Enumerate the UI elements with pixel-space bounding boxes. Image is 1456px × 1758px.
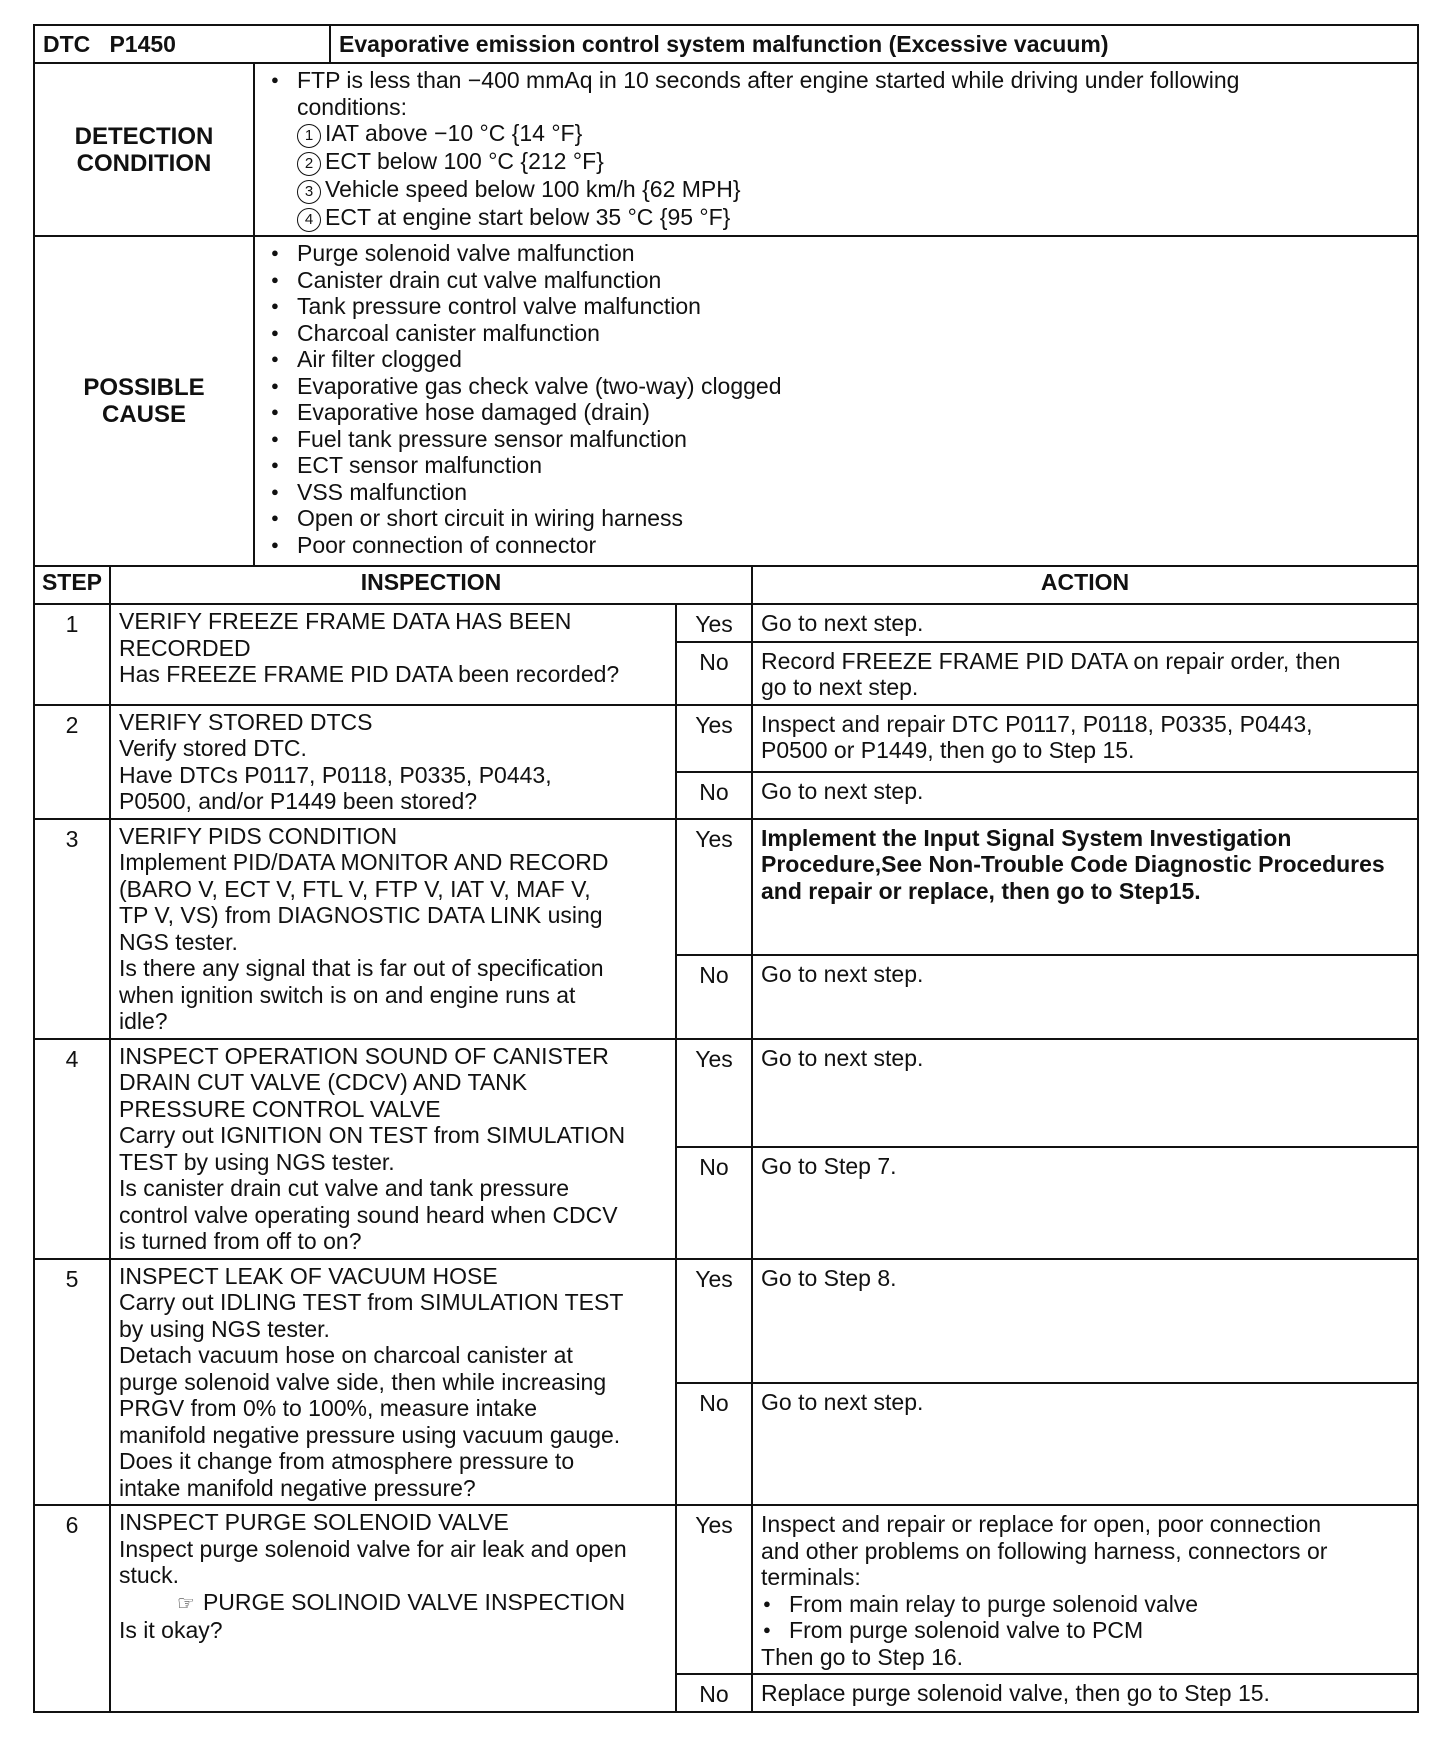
no-action — [752, 1674, 1418, 1712]
inspection-line: TP V, VS) from DIAGNOSTIC DATA LINK using — [119, 902, 603, 928]
inspection-line: VERIFY FREEZE FRAME DATA HAS BEEN — [119, 608, 572, 634]
step-number: 4 — [34, 1039, 110, 1259]
inspection-line: Has FREEZE FRAME PID DATA been recorded? — [119, 661, 620, 687]
inspection-line: Is there any signal that is far out of specification — [119, 955, 604, 981]
action-line: Inspect and repair DTC P0117, P0118, P0335, P0443, — [761, 710, 1313, 737]
inspection-line: Does it change from atmosphere pressure to — [119, 1448, 575, 1474]
step-number: 5 — [34, 1259, 110, 1506]
action-bullet-list — [761, 1591, 1409, 1644]
detection-condition-text: ECT at engine start below 35 °C {95 °F} — [325, 204, 731, 230]
action-line: Record FREEZE FRAME PID DATA on repair order, then — [761, 647, 1341, 674]
no-action — [752, 1383, 1418, 1505]
step-row — [34, 1259, 1418, 1383]
inspection-line: Have DTCs P0117, P0118, P0335, P0443, — [119, 761, 552, 788]
inspection-line: manifold negative pressure using vacuum gauge. — [119, 1421, 621, 1448]
step-row — [34, 1505, 1418, 1674]
inspection-line: INSPECT OPERATION SOUND OF CANISTER — [119, 1042, 609, 1069]
inspection-line: intake manifold negative pressure? — [119, 1474, 476, 1501]
no-action — [752, 772, 1418, 819]
action-bullet: ● From purge solenoid valve to PCM — [789, 1617, 1409, 1644]
action-line: Inspect and repair or replace for open, poor connection — [761, 1511, 1322, 1537]
possible-cause-item: ● Air filter clogged — [297, 346, 1409, 373]
yes-label: Yes — [676, 1505, 752, 1674]
action-line: Procedure,See Non-Trouble Code Diagnostic Procedures — [761, 851, 1385, 877]
inspection-line: TEST by using NGS tester. — [119, 1148, 395, 1175]
circled-number-icon: 1 — [297, 124, 321, 148]
steps-body — [34, 604, 1418, 1712]
yes-action — [752, 819, 1418, 955]
inspection-line: VERIFY STORED DTCS — [119, 708, 373, 735]
no-action — [752, 1147, 1418, 1258]
yes-action — [752, 705, 1418, 772]
detection-condition-item — [297, 148, 1409, 176]
action-line: and repair or replace, then go to Step15. — [761, 877, 1201, 904]
dtc-header-table — [33, 24, 1419, 64]
yes-label: Yes — [676, 604, 752, 642]
pointing-hand-icon: ☞ — [177, 1592, 195, 1615]
inspection-line: VERIFY PIDS CONDITION — [119, 822, 398, 849]
step-number: 1 — [34, 604, 110, 705]
inspection-question: Is it okay? — [119, 1617, 223, 1643]
yes-label: Yes — [676, 705, 752, 772]
action-bullet: ● From main relay to purge solenoid valve — [789, 1591, 1409, 1618]
action-line: Go to next step. — [761, 960, 924, 987]
action-line: terminals: — [761, 1564, 861, 1590]
step-number: 6 — [34, 1505, 110, 1712]
inspection-line: purge solenoid valve side, then while increasing — [119, 1368, 607, 1395]
step-inspection — [110, 604, 676, 705]
detection-condition-label — [34, 63, 254, 236]
no-action — [752, 955, 1418, 1039]
detection-condition-item — [297, 120, 1409, 148]
inspection-line: control valve operating sound heard when CDCV — [119, 1201, 618, 1228]
possible-cause-list — [263, 240, 1409, 558]
inspection-line: DRAIN CUT VALVE (CDCV) AND TANK — [119, 1069, 528, 1095]
action-line: Go to next step. — [761, 1044, 924, 1071]
steps-table — [33, 565, 1419, 1713]
detection-condition-item — [297, 204, 1409, 232]
inspection-line: RECORDED — [119, 634, 251, 661]
step-inspection — [110, 1259, 676, 1506]
detection-label-line1: DETECTION — [74, 122, 214, 150]
circled-number-icon: 2 — [297, 152, 321, 176]
detection-condition-text: IAT above −10 °C {14 °F} — [325, 120, 583, 146]
possible-cause-item: ● Purge solenoid valve malfunction — [297, 240, 1409, 267]
dtc-title: Evaporative emission control system malfunction (Excessive vacuum) — [330, 25, 1418, 63]
no-label: No — [676, 1674, 752, 1712]
yes-label: Yes — [676, 819, 752, 955]
step-inspection — [110, 705, 676, 819]
possible-cause-item: ● Open or short circuit in wiring harness — [297, 505, 1409, 532]
possible-cause-item: ● Fuel tank pressure sensor malfunction — [297, 426, 1409, 453]
inspection-line: Implement PID/DATA MONITOR AND RECORD — [119, 849, 609, 875]
yes-label: Yes — [676, 1259, 752, 1383]
step-row — [34, 819, 1418, 955]
inspection-line: INSPECT PURGE SOLENOID VALVE — [119, 1509, 509, 1535]
no-label: No — [676, 1147, 752, 1258]
detection-condition-text: ECT below 100 °C {212 °F} — [325, 148, 604, 174]
detection-main — [297, 67, 1409, 120]
circled-number-icon: 3 — [297, 180, 321, 204]
detection-main-line2: conditions: — [297, 93, 407, 120]
detection-condition-list — [263, 120, 1409, 232]
action-line: Go to Step 8. — [761, 1264, 897, 1291]
inspection-line: Verify stored DTC. — [119, 735, 307, 761]
inspection-line: Carry out IDLING TEST from SIMULATION TEST — [119, 1289, 624, 1315]
yes-action — [752, 1505, 1418, 1674]
yes-action — [752, 1039, 1418, 1148]
action-line: Then go to Step 16. — [761, 1643, 964, 1670]
inspection-line: Is canister drain cut valve and tank pressure — [119, 1175, 570, 1201]
condition-table — [33, 62, 1419, 567]
inspection-line: when ignition switch is on and engine runs at — [119, 981, 576, 1008]
detection-condition-text: Vehicle speed below 100 km/h {62 MPH} — [325, 176, 741, 202]
action-line: Go to next step. — [761, 777, 924, 804]
inspection-line: by using NGS tester. — [119, 1315, 330, 1342]
no-label: No — [676, 772, 752, 819]
step-inspection — [110, 819, 676, 1039]
no-label: No — [676, 1383, 752, 1505]
yes-action — [752, 604, 1418, 642]
action-line: Replace purge solenoid valve, then go to Step 15. — [761, 1680, 1270, 1706]
step-row — [34, 705, 1418, 772]
possible-cause-item: ● Canister drain cut valve malfunction — [297, 267, 1409, 294]
step-row — [34, 1039, 1418, 1148]
possible-cause-item: ● Evaporative gas check valve (two-way) clogged — [297, 373, 1409, 400]
action-line: Go to next step. — [761, 1388, 924, 1415]
no-action — [752, 642, 1418, 705]
circled-number-icon: 4 — [297, 208, 321, 232]
possible-cause-item: ● Charcoal canister malfunction — [297, 320, 1409, 347]
action-line: go to next step. — [761, 674, 919, 700]
action-line: Go to Step 7. — [761, 1153, 897, 1180]
column-inspection: INSPECTION — [110, 566, 752, 604]
action-line: Go to next step. — [761, 610, 924, 636]
dtc-code-cell — [34, 25, 330, 63]
yes-action — [752, 1259, 1418, 1383]
action-line: P0500 or P1449, then go to Step 15. — [761, 737, 1135, 763]
inspection-line: INSPECT LEAK OF VACUUM HOSE — [119, 1262, 498, 1289]
possible-cause-body — [254, 236, 1418, 566]
possible-cause-label-line1: POSSIBLE — [83, 374, 205, 401]
reference-line — [119, 1589, 667, 1618]
possible-cause-item: ● Evaporative hose damaged (drain) — [297, 399, 1409, 426]
no-label: No — [676, 955, 752, 1039]
step-number: 3 — [34, 819, 110, 1039]
inspection-line: stuck. — [119, 1562, 180, 1588]
yes-label: Yes — [676, 1039, 752, 1148]
possible-cause-item: ● Tank pressure control valve malfunction — [297, 293, 1409, 320]
step-number: 2 — [34, 705, 110, 819]
inspection-line: PRGV from 0% to 100%, measure intake — [119, 1395, 538, 1421]
inspection-line: P0500, and/or P1449 been stored? — [119, 788, 478, 814]
step-row — [34, 604, 1418, 642]
dtc-code: P1450 — [109, 30, 176, 57]
column-action: ACTION — [752, 566, 1418, 604]
column-step: STEP — [34, 566, 110, 604]
detection-condition-item — [297, 176, 1409, 204]
diagnostic-sheet — [33, 24, 1417, 1713]
detection-main-line1: ● FTP is less than −400 mmAq in 10 seconds after engine started while driving under following — [297, 67, 1240, 93]
reference-link: PURGE SOLINOID VALVE INSPECTION — [202, 1588, 626, 1615]
inspection-line: is turned from off to on? — [119, 1228, 362, 1254]
inspection-line: idle? — [119, 1008, 168, 1034]
action-line: Implement the Input Signal System Investigation — [761, 824, 1292, 851]
step-inspection — [110, 1039, 676, 1259]
inspection-line: NGS tester. — [119, 928, 238, 955]
possible-cause-item: ● ECT sensor malfunction — [297, 452, 1409, 479]
possible-cause-label-line2: CAUSE — [101, 401, 186, 428]
detection-label-line2: CONDITION — [76, 149, 212, 177]
inspection-line: Carry out IGNITION ON TEST from SIMULATION — [119, 1122, 626, 1148]
detection-condition-body — [254, 63, 1418, 236]
inspection-line: Detach vacuum hose on charcoal canister at — [119, 1342, 573, 1368]
inspection-line: Inspect purge solenoid valve for air leak and open — [119, 1535, 627, 1562]
no-label: No — [676, 642, 752, 705]
inspection-line: PRESSURE CONTROL VALVE — [119, 1095, 441, 1122]
possible-cause-item: ● VSS malfunction — [297, 479, 1409, 506]
dtc-label: DTC — [43, 30, 91, 57]
possible-cause-item: ● Poor connection of connector — [297, 532, 1409, 559]
action-line: and other problems on following harness, connectors or — [761, 1537, 1328, 1564]
inspection-line: (BARO V, ECT V, FTL V, FTP V, IAT V, MAF V, — [119, 875, 591, 902]
step-inspection — [110, 1505, 676, 1712]
possible-cause-label — [34, 236, 254, 566]
